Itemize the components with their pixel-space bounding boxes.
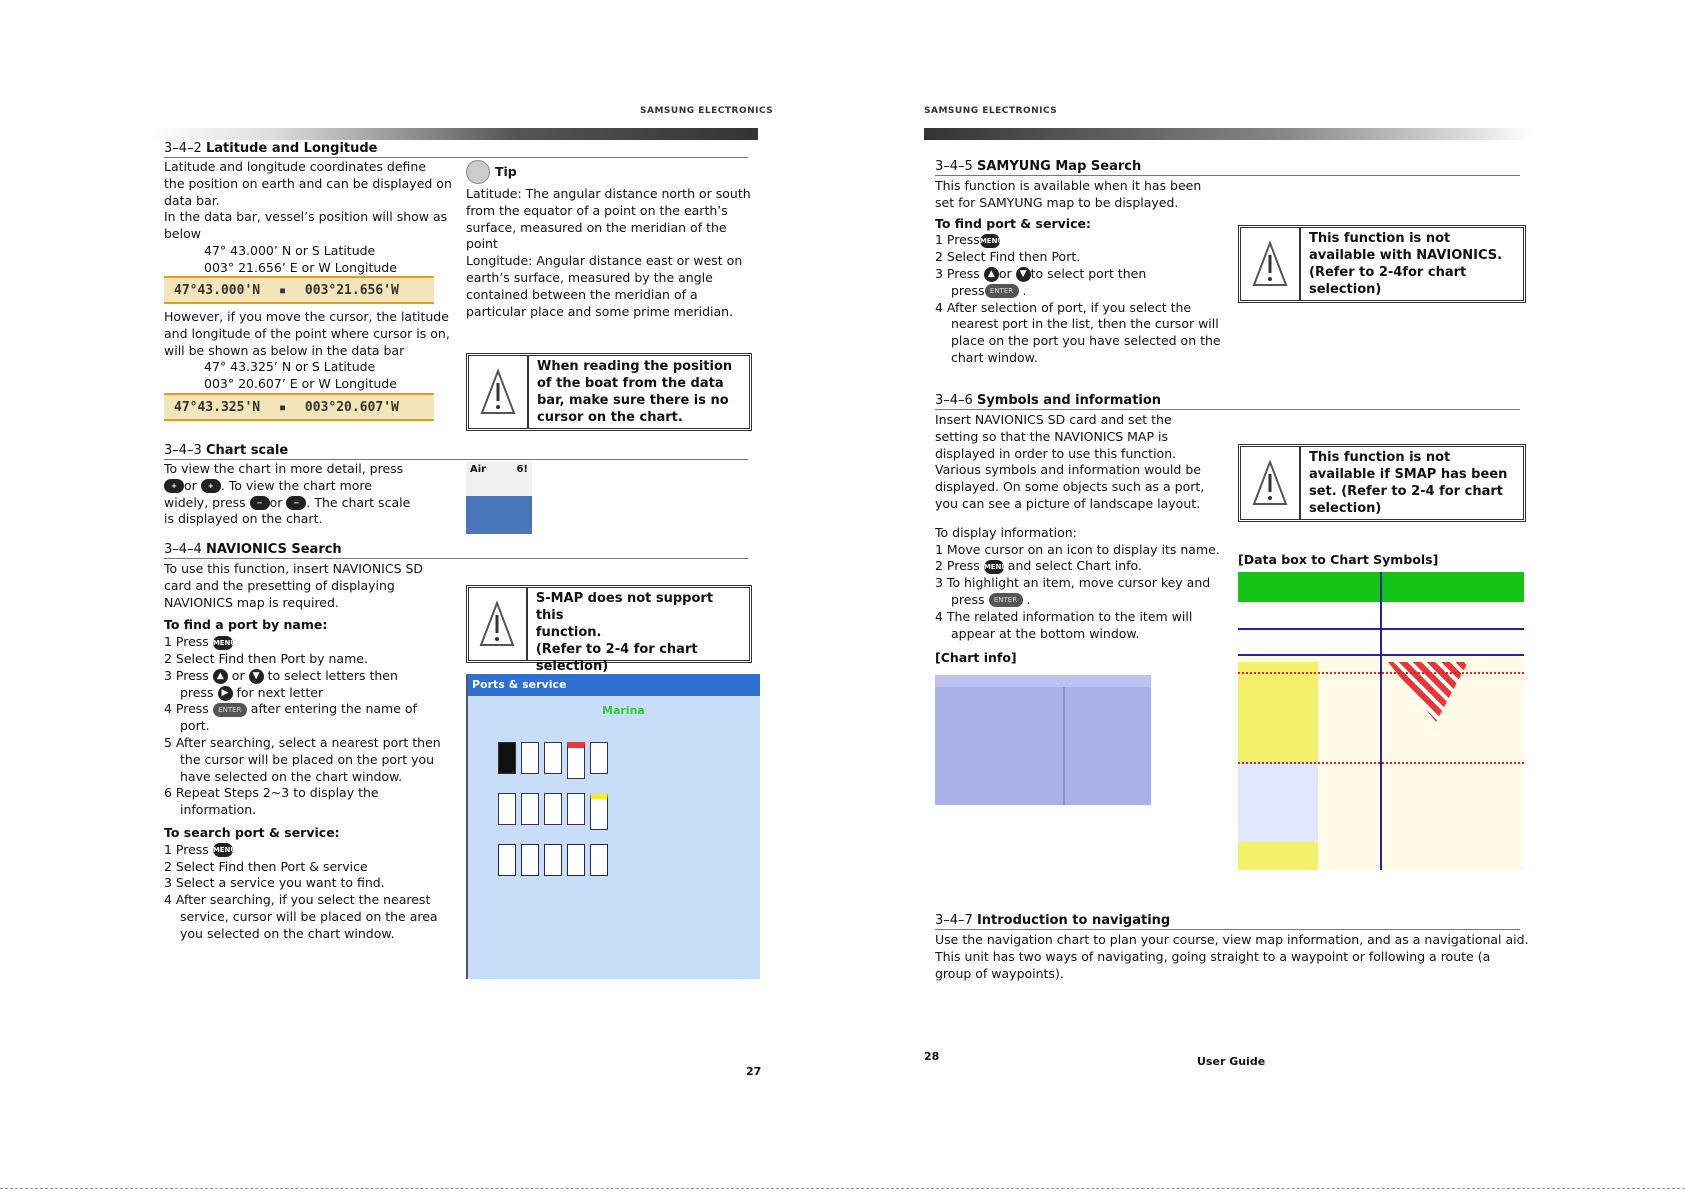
service-icon[interactable] <box>498 844 516 876</box>
section-heading: 3–4–5 SAMYUNG Map Search <box>935 159 1520 176</box>
section-body: However, if you move the cursor, the latitude and longitude of the point where cursor is on, will be shown as below in the data bar 47° 43.325’ N or S Latitude 003° 20.607’ E or W Longitude <box>164 309 450 392</box>
page-edge <box>0 1188 1685 1189</box>
warning-box: This function is not available with NAVIONICS. (Refer to 2-4for chart selection) <box>1238 225 1526 303</box>
service-icon[interactable] <box>544 742 562 774</box>
tip-label: Tip <box>495 164 517 179</box>
service-icon[interactable] <box>544 793 562 825</box>
brand-logo: SAMSUNG ELECTRONICS <box>640 106 774 116</box>
service-icon[interactable] <box>498 793 516 825</box>
chart-info-screenshot <box>935 675 1151 805</box>
tip-text: Latitude: The angular distance north or south from the equator of a point on the earth’s surface, measured on the meridian of the point Longitude: Angular distance east or west on earth’s surface, measured by the angle contained between the meridian of a particular place and some prime meridian. <box>466 186 751 319</box>
service-icon[interactable] <box>521 742 539 774</box>
service-icon[interactable] <box>544 844 562 876</box>
zoom-out-key-icon: − <box>286 496 306 510</box>
brand-logo: SAMSUNG ELECTRONICS <box>924 106 1058 116</box>
warning-box: This function is not available if SMAP has been set. (Refer to 2-4 for chart selection) <box>1238 444 1526 522</box>
service-icon[interactable] <box>498 742 516 774</box>
data-bar: 47°43.000'N ■ 003°21.656'W <box>164 276 434 304</box>
zoom-in-key-icon: + <box>201 479 221 493</box>
service-icon[interactable] <box>567 793 585 825</box>
tip-icon <box>466 160 490 184</box>
section-body: To use this function, insert NAVIONICS SD card and the presetting of displaying NAVIONICS map is required. To find a port by name: 1 Press MENU 2 Select Find then Port by name. 3 Press ▲ or ▼ to select letters then press ▶ for next letter 4 Press ENTER after entering the name of port. 5 After searching, select a nearest port then the cursor will be placed on the port you have selected on the chart window. 6 Repeat Steps 2~3 to display the information. To search port & service: 1 Press MENU 2 Select Find then Port & service 3 Select a service you want to find. 4 After searching, if you select the nearest service, cursor will be placed on the area you selected on the chart window. <box>164 561 441 941</box>
warning-box: S-MAP does not support this function. (Refer to 2-4 for chart selection) <box>466 585 752 663</box>
chart-scale-thumbnail: Air 6! <box>466 462 532 534</box>
warning-icon <box>1241 228 1301 300</box>
footer-label: User Guide <box>1197 1055 1266 1068</box>
service-icon[interactable] <box>590 793 608 830</box>
warning-icon <box>469 588 528 660</box>
enter-key-icon: ENTER <box>989 593 1023 607</box>
data-bar: 47°43.325'N ■ 003°20.607'W <box>164 393 434 421</box>
section-body: To view the chart in more detail, press + or + . To view the chart more widely, press − or − . The chart scale is displayed on the chart. <box>164 461 411 527</box>
section-body: Latitude and longitude coordinates define the position on earth and can be displayed on data bar. In the data bar, vessel’s position will show as below 47° 43.000’ N or S Latitude 003° 21.656’ E or W Longitude <box>164 159 452 275</box>
service-icon-grid <box>498 742 608 876</box>
section-body: Insert NAVIONICS SD card and set the setting so that the NAVIONICS MAP is displayed in order to use this function. Various symbols and information would be displayed. On some objects such as a port, you can see a picture of landscape layout. To display information: 1 Move cursor on an icon to display its name. 2 Press MENU and select Chart info. 3 To highlight an item, move cursor key and press ENTER . 4 The related information to the item will appear at the bottom window. [Chart info] <box>935 412 1220 666</box>
right-key-icon: ▶ <box>218 686 233 701</box>
warning-icon <box>469 356 529 428</box>
zoom-in-key-icon: + <box>164 479 184 493</box>
menu-key-icon: MENU <box>980 234 1000 248</box>
header-band <box>152 128 758 140</box>
menu-key-icon: MENU <box>984 560 1004 574</box>
service-icon[interactable] <box>521 844 539 876</box>
up-key-icon: ▲ <box>984 267 999 282</box>
zoom-out-key-icon: − <box>250 496 270 510</box>
menu-key-icon: MENU <box>213 636 233 650</box>
screen-subtitle: Marina <box>602 704 645 717</box>
page-number: 27 <box>746 1065 762 1078</box>
section-body: This function is available when it has been set for SAMYUNG map to be displayed. To find port & service: 1 PressMENU 2 Select Find then Port. 3 Press ▲ or ▼ to select port then press ENTER . 4 After selection of port, if you select the nearest port in the list, then the cursor will place on the port you have selected on the chart window. <box>935 178 1221 365</box>
enter-key-icon: ENTER <box>985 284 1019 298</box>
section-heading: 3–4–7 Introduction to navigating <box>935 913 1520 930</box>
enter-key-icon: ENTER <box>213 703 247 717</box>
section-heading: 3–4–6 Symbols and information <box>935 393 1520 410</box>
warning-box: When reading the position of the boat from the data bar, make sure there is no cursor on the chart. <box>466 353 752 431</box>
menu-key-icon: MENU <box>213 843 233 857</box>
section-body: Use the navigation chart to plan your course, view map information, and as a navigational aid. This unit has two ways of navigating, going straight to a waypoint or following a route (a group of waypoints). <box>935 932 1529 981</box>
service-icon[interactable] <box>567 844 585 876</box>
ports-service-screenshot <box>466 674 760 979</box>
down-key-icon: ▼ <box>1016 267 1031 282</box>
down-key-icon: ▼ <box>249 669 264 684</box>
warning-icon <box>1241 447 1301 519</box>
up-key-icon: ▲ <box>213 669 228 684</box>
data-box-screenshot <box>1238 572 1524 870</box>
figure-caption: [Data box to Chart Symbols] <box>1238 552 1439 567</box>
page-number: 28 <box>924 1050 940 1063</box>
section-heading: 3–4–4 NAVIONICS Search <box>164 542 748 559</box>
screen-title: Ports & service <box>468 674 760 696</box>
section-heading: 3–4–2 Latitude and Longitude <box>164 141 748 158</box>
service-icon[interactable] <box>590 844 608 876</box>
service-icon[interactable] <box>590 742 608 774</box>
header-band <box>924 128 1532 140</box>
service-icon[interactable] <box>521 793 539 825</box>
service-icon[interactable] <box>567 742 585 779</box>
section-heading: 3–4–3 Chart scale <box>164 443 748 460</box>
